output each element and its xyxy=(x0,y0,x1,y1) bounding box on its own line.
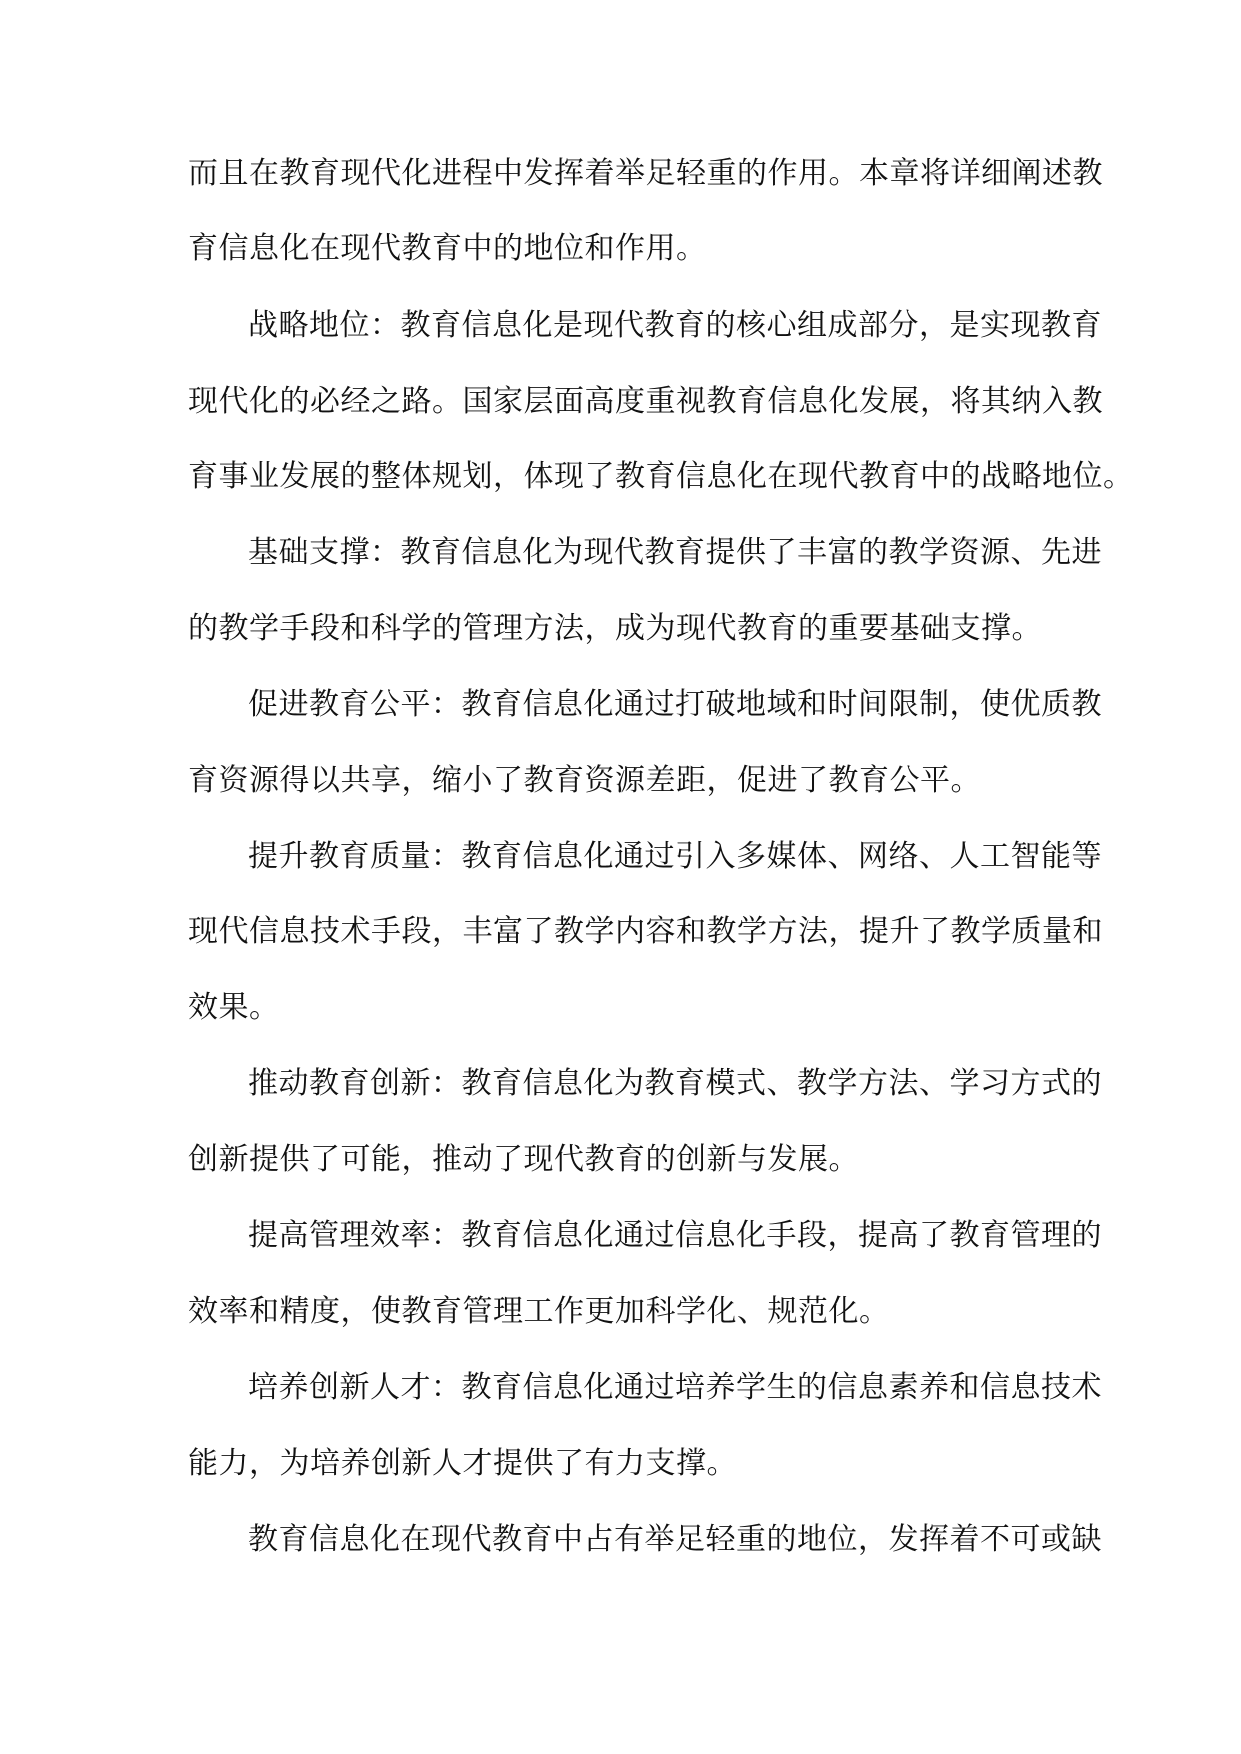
paragraph-conclusion: 教育信息化在现代教育中占有举足轻重的地位，发挥着不可或缺 xyxy=(248,1522,1102,1557)
paragraph-education-innovation: 推动教育创新：教育信息化为教育模式、教学方法、学习方式的 xyxy=(248,1066,1102,1101)
text-line: 而且在教育现代化进程中发挥着举足轻重的作用。本章将详细阐述教 xyxy=(188,156,1103,191)
text-line: 创新提供了可能，推动了现代教育的创新与发展。 xyxy=(188,1142,859,1177)
paragraph-strategic-position: 战略地位：教育信息化是现代教育的核心组成部分，是实现教育 xyxy=(248,308,1102,343)
paragraph-foundational-support: 基础支撑：教育信息化为现代教育提供了丰富的教学资源、先进 xyxy=(248,535,1102,570)
paragraph-management-efficiency: 提高管理效率：教育信息化通过信息化手段，提高了教育管理的 xyxy=(248,1218,1102,1253)
text-line: 能力，为培养创新人才提供了有力支撑。 xyxy=(188,1446,737,1481)
text-line: 育信息化在现代教育中的地位和作用。 xyxy=(188,231,707,266)
text-line: 效率和精度，使教育管理工作更加科学化、规范化。 xyxy=(188,1294,890,1329)
text-line: 现代化的必经之路。国家层面高度重视教育信息化发展，将其纳入教 xyxy=(188,384,1103,419)
text-line: 的教学手段和科学的管理方法，成为现代教育的重要基础支撑。 xyxy=(188,611,1042,646)
text-line: 育资源得以共享，缩小了教育资源差距，促进了教育公平。 xyxy=(188,763,981,798)
paragraph-innovative-talent: 培养创新人才：教育信息化通过培养学生的信息素养和信息技术 xyxy=(248,1370,1102,1405)
text-line: 现代信息技术手段，丰富了教学内容和教学方法，提升了教学质量和 xyxy=(188,914,1103,949)
paragraph-education-equity: 促进教育公平：教育信息化通过打破地域和时间限制，使优质教 xyxy=(248,687,1102,722)
text-line: 效果。 xyxy=(188,990,280,1025)
text-line: 育事业发展的整体规划，体现了教育信息化在现代教育中的战略地位。 xyxy=(188,459,1134,494)
paragraph-education-quality: 提升教育质量：教育信息化通过引入多媒体、网络、人工智能等 xyxy=(248,839,1102,874)
